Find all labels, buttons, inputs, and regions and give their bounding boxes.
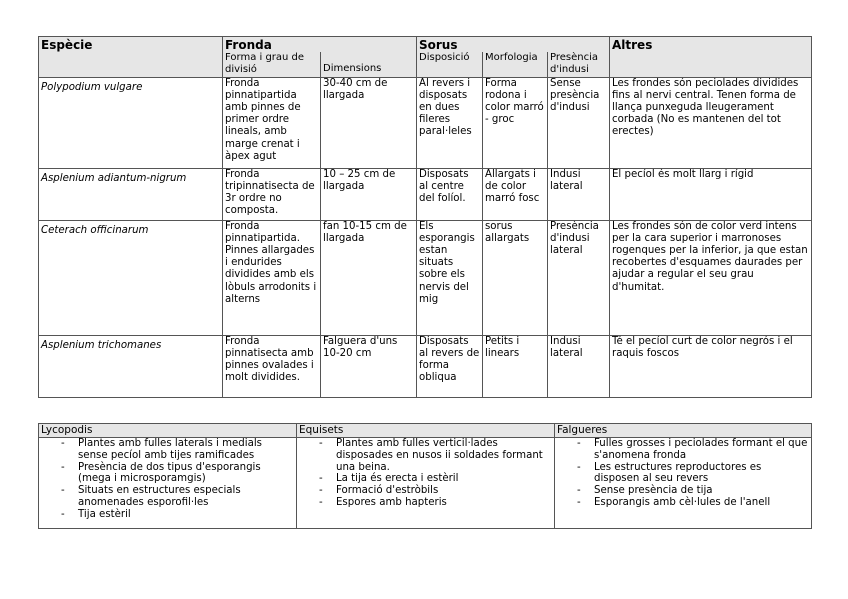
cell-altres: Les frondes són de color verd intens per la cara superior i marronoses rogenques per la inferior, ja que estan recobertes d'esquames daurades per ajudar a regular el seu grau d'humitat. <box>610 220 812 335</box>
cell-morfologia: sorus allargats <box>483 220 548 335</box>
list-item: - Sense presència de tija <box>557 485 809 497</box>
cell-forma: Fronda pinnatisecta amb pinnes ovalades i molt dividides. <box>223 335 321 397</box>
list-item: - Fulles grosses i peciolades formant el que s'anomena fronda <box>557 438 809 462</box>
list-item: - Esporangis amb cèl·lules de l'anell <box>557 497 809 509</box>
cell-disposicio: Els esporangis estan situats sobre els nervis del mig <box>417 220 483 335</box>
cell-dimensions: 10 – 25 cm de llargada <box>321 168 417 220</box>
list-item: - Presència de dos tipus d'esporangis (mega i microsporamgis) <box>41 462 294 486</box>
table-row <box>39 168 812 220</box>
cell-presencia: Sense presència d'indusi <box>548 77 610 168</box>
subheader-dimensions: Dimensions <box>321 52 417 77</box>
cell-dimensions: Falguera d'uns 10-20 cm <box>321 335 417 397</box>
groups-table <box>38 423 812 529</box>
header-especie: Espècie <box>39 37 223 78</box>
group-list-falgueres <box>555 438 812 529</box>
cell-forma: Fronda tripinnatisecta de 3r ordre no composta. <box>223 168 321 220</box>
cell-morfologia: Forma rodona i color marró - groc <box>483 77 548 168</box>
cell-disposicio: Disposats al revers de forma obliqua <box>417 335 483 397</box>
species-table <box>38 36 812 398</box>
cell-presencia: Indusi lateral <box>548 335 610 397</box>
list-item: - Formació d'estròbils <box>299 485 552 497</box>
list-item: - Situats en estructures especials anomenades esporofil·les <box>41 485 294 509</box>
header-altres: Altres <box>610 37 812 78</box>
cell-altres: Té el pecíol curt de color negrós i el raquis foscos <box>610 335 812 397</box>
table-row <box>39 335 812 397</box>
cell-presencia: Indusi lateral <box>548 168 610 220</box>
group-title-lycopodis: Lycopodis <box>39 424 297 438</box>
cell-presencia: Presència d'indusi lateral <box>548 220 610 335</box>
cell-dimensions: fan 10-15 cm de llargada <box>321 220 417 335</box>
species-name: Asplenium trichomanes <box>39 335 223 397</box>
cell-morfologia: Petits i linears <box>483 335 548 397</box>
list-item: - La tija és erecta i estèril <box>299 473 552 485</box>
header-fronda: Fronda <box>223 37 417 53</box>
cell-dimensions: 30-40 cm de llargada <box>321 77 417 168</box>
species-name: Polypodium vulgare <box>39 77 223 168</box>
subheader-morfologia: Morfologia <box>483 52 548 77</box>
cell-disposicio: Al revers i disposats en dues fileres paral·leles <box>417 77 483 168</box>
table-row <box>39 77 812 168</box>
cell-morfologia: Allargats i de color marró fosc <box>483 168 548 220</box>
subheader-presencia: Presència d'indusi <box>548 52 610 77</box>
species-name: Ceterach officinarum <box>39 220 223 335</box>
cell-altres: El pecíol és molt llarg i rígid <box>610 168 812 220</box>
list-item: - Plantes amb fulles laterals i medials sense pecíol amb tijes ramificades <box>41 438 294 462</box>
cell-forma: Fronda pinnatipartida amb pinnes de primer ordre lineals, amb marge crenat i àpex agut <box>223 77 321 168</box>
group-title-falgueres: Falgueres <box>555 424 812 438</box>
list-item: - Tija estèril <box>41 509 294 521</box>
species-name: Asplenium adiantum-nigrum <box>39 168 223 220</box>
group-title-equisets: Equisets <box>297 424 555 438</box>
cell-disposicio: Disposats al centre del folíol. <box>417 168 483 220</box>
header-sorus: Sorus <box>417 37 610 53</box>
cell-forma: Fronda pinnatipartida. Pinnes allargades i endurides dividides amb els lòbuls arrodonits i alterns <box>223 220 321 335</box>
list-item: - Plantes amb fulles verticil·lades disposades en nusos ii soldades formant una beina. <box>299 438 552 473</box>
subheader-forma: Forma i grau de divisió <box>223 52 321 77</box>
list-item: - Espores amb hapteris <box>299 497 552 509</box>
cell-altres: Les frondes són peciolades dividides fins al nervi central. Tenen forma de llança punxeguda lleugerament corbada (No es mantenen del tot erectes) <box>610 77 812 168</box>
table-row <box>39 220 812 335</box>
group-list-equisets <box>297 438 555 529</box>
list-item: - Les estructures reproductores es disposen al seu revers <box>557 462 809 486</box>
group-list-lycopodis <box>39 438 297 529</box>
subheader-disposicio: Disposició <box>417 52 483 77</box>
